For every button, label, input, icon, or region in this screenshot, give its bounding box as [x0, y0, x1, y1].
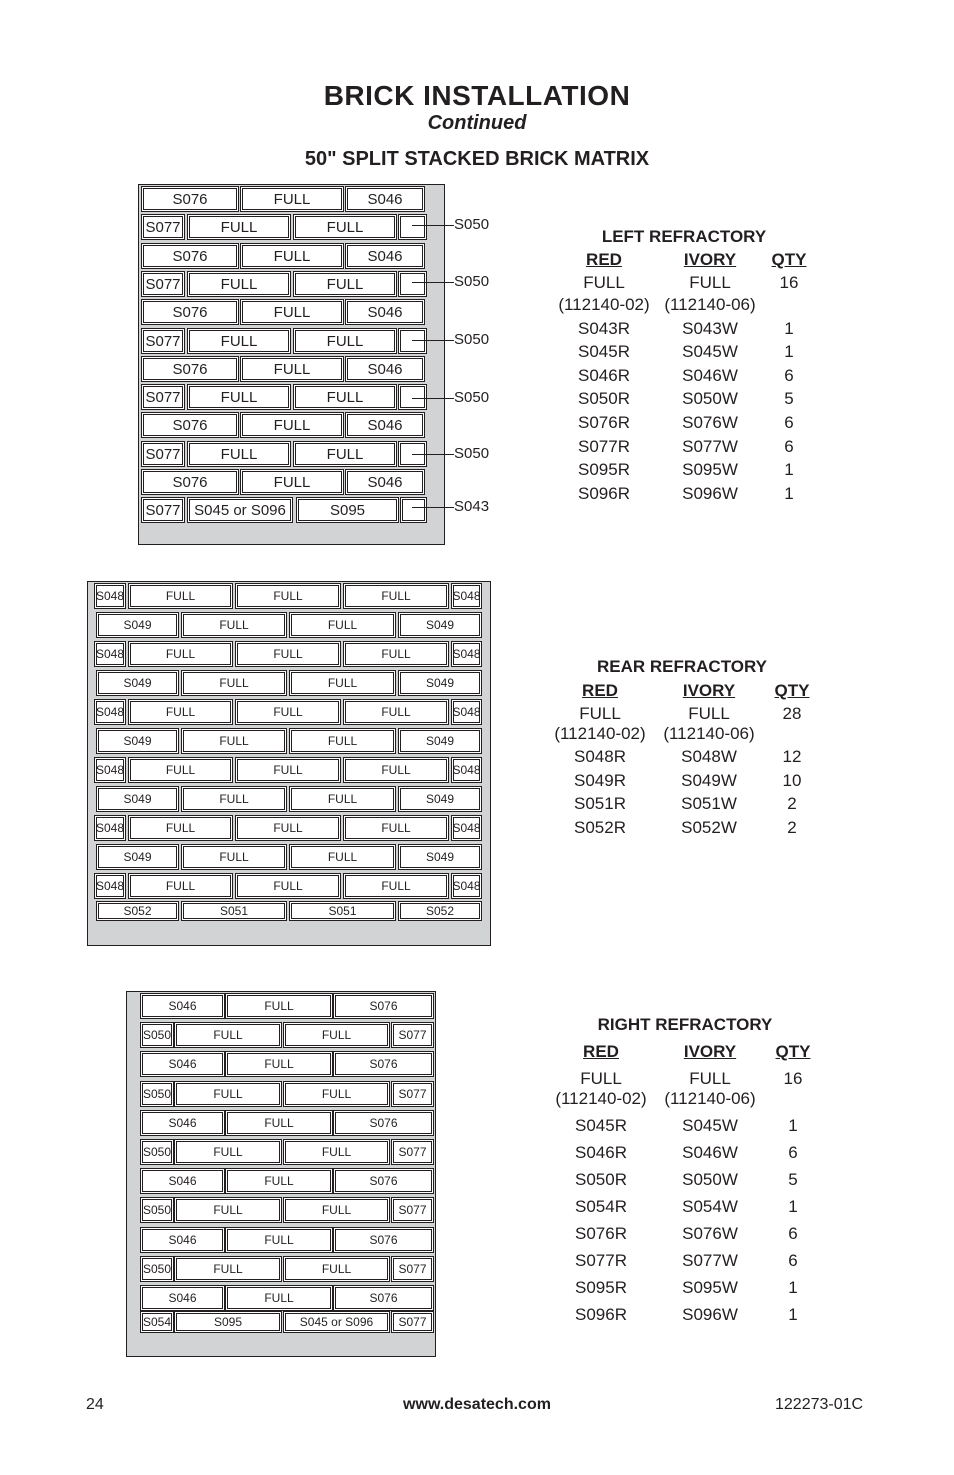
table-cell: S095W	[682, 1278, 738, 1297]
brick: S051	[181, 901, 287, 921]
table-cell: 12	[782, 747, 802, 766]
table-cell: S049R	[574, 771, 626, 790]
brick: S046	[345, 186, 425, 212]
table-cell: S051W	[681, 794, 737, 813]
brick: S076	[141, 412, 239, 438]
brick: S095	[296, 497, 399, 523]
brick: S077	[141, 328, 185, 354]
table-cell: S048W	[681, 747, 737, 766]
brick: S049	[96, 612, 179, 638]
table-cell: S046R	[575, 1143, 627, 1162]
table-cell: S077W	[682, 437, 738, 456]
table-cell: 10	[782, 771, 802, 790]
brick: S046	[140, 1168, 225, 1194]
brick: S045 or S096	[283, 1311, 390, 1333]
table-cell: S050W	[682, 389, 738, 408]
brick	[400, 497, 427, 523]
table-cell: (112140-06)	[664, 1089, 756, 1108]
brick: FULL	[181, 844, 287, 870]
brick: S050	[140, 1197, 174, 1223]
brick: FULL	[225, 1285, 333, 1311]
table-cell: S096R	[578, 484, 630, 503]
callout-line	[412, 340, 454, 341]
brick: S051	[289, 901, 396, 921]
brick: FULL	[293, 328, 397, 354]
brick: FULL	[235, 757, 341, 783]
table-header: QTY	[775, 1042, 811, 1061]
table-cell: S045R	[575, 1116, 627, 1135]
brick: FULL	[128, 583, 233, 609]
brick: FULL	[235, 699, 341, 725]
table-cell: FULL	[689, 273, 731, 292]
brick: FULL	[289, 612, 396, 638]
brick: FULL	[343, 583, 449, 609]
brick: FULL	[283, 1197, 390, 1223]
callout-line	[412, 398, 454, 399]
brick: S050	[140, 1139, 174, 1165]
brick: FULL	[225, 993, 333, 1019]
table-cell: (112140-02)	[555, 1089, 647, 1108]
callout-line	[412, 507, 454, 508]
table-cell: S077R	[578, 437, 630, 456]
brick: S076	[141, 186, 239, 212]
brick: S049	[398, 670, 482, 696]
brick: S049	[398, 844, 482, 870]
brick: S052	[398, 901, 482, 921]
right-brick-matrix	[126, 991, 436, 1357]
table-cell: FULL	[580, 1069, 622, 1088]
rear-brick-matrix	[87, 581, 491, 946]
table-cell: S077R	[575, 1251, 627, 1270]
callout-label: S050	[454, 331, 490, 348]
table-cell: S050R	[575, 1170, 627, 1189]
brick: S076	[333, 1285, 434, 1311]
table-title: RIGHT REFRACTORY	[597, 1015, 773, 1034]
table-header: QTY	[771, 250, 807, 269]
callout-line	[412, 225, 454, 226]
table-cell: 6	[788, 1143, 798, 1162]
brick	[398, 328, 427, 354]
brick: S077	[391, 1256, 434, 1282]
brick: FULL	[293, 441, 397, 467]
brick: S095	[174, 1311, 282, 1333]
table-cell: 6	[788, 1224, 798, 1243]
brick: S077	[391, 1081, 434, 1107]
brick: FULL	[225, 1168, 333, 1194]
brick: FULL	[225, 1110, 333, 1136]
table-cell: 1	[784, 460, 794, 479]
brick: S076	[333, 1110, 434, 1136]
table-cell: S046W	[682, 1143, 738, 1162]
brick: FULL	[128, 699, 233, 725]
callout-line	[412, 282, 454, 283]
brick: FULL	[187, 384, 291, 410]
table-cell: S076R	[575, 1224, 627, 1243]
table-cell: 1	[784, 484, 794, 503]
brick: FULL	[128, 641, 233, 667]
brick: S048	[94, 757, 126, 783]
table-cell: 6	[784, 437, 794, 456]
brick: FULL	[187, 214, 291, 240]
brick: S077	[141, 271, 185, 297]
brick: S046	[140, 1227, 225, 1253]
brick: S076	[141, 299, 239, 325]
table-cell: S096R	[575, 1305, 627, 1324]
table-cell: FULL	[579, 704, 621, 723]
brick	[398, 214, 427, 240]
brick: S048	[94, 583, 126, 609]
brick: S046	[345, 356, 425, 382]
brick	[398, 384, 427, 410]
brick: S077	[141, 497, 185, 523]
brick: FULL	[235, 583, 341, 609]
brick: S077	[391, 1311, 434, 1333]
callout-label: S050	[454, 389, 490, 406]
table-header: IVORY	[682, 681, 736, 700]
brick: S077	[391, 1197, 434, 1223]
brick: S048	[94, 641, 126, 667]
table-cell: S076W	[682, 1224, 738, 1243]
brick: FULL	[174, 1197, 282, 1223]
brick: FULL	[293, 384, 397, 410]
brick: S046	[345, 243, 425, 269]
brick: S049	[398, 786, 482, 812]
table-cell: (112140-02)	[558, 295, 650, 314]
brick: FULL	[240, 186, 344, 212]
table-cell: (112140-06)	[663, 724, 755, 743]
table-cell: S095R	[578, 460, 630, 479]
brick: FULL	[235, 815, 341, 841]
brick: FULL	[181, 670, 287, 696]
table-cell: FULL	[583, 273, 625, 292]
brick: FULL	[283, 1022, 390, 1048]
brick: S076	[333, 993, 434, 1019]
table-cell: (112140-02)	[554, 724, 646, 743]
table-cell: FULL	[689, 1069, 731, 1088]
callout-line	[412, 454, 454, 455]
table-cell: S050R	[578, 389, 630, 408]
table-cell: S077W	[682, 1251, 738, 1270]
table-cell: 28	[782, 704, 802, 723]
left-brick-matrix	[138, 184, 445, 545]
table-cell: S045W	[682, 1116, 738, 1135]
table-cell: S045R	[578, 342, 630, 361]
table-cell: 1	[788, 1116, 798, 1135]
brick: FULL	[289, 786, 396, 812]
brick: FULL	[343, 815, 449, 841]
table-title: LEFT REFRACTORY	[601, 227, 767, 246]
brick: S050	[140, 1256, 174, 1282]
brick: S049	[96, 728, 179, 754]
brick: FULL	[225, 1051, 333, 1077]
table-cell: 1	[788, 1278, 798, 1297]
table-cell: S096W	[682, 1305, 738, 1324]
table-cell: 16	[783, 1069, 803, 1088]
brick: S050	[140, 1081, 174, 1107]
table-cell: 5	[788, 1170, 798, 1189]
table-header: IVORY	[683, 1042, 737, 1061]
brick: FULL	[293, 214, 397, 240]
callout-label: S050	[454, 445, 490, 462]
brick: FULL	[174, 1081, 282, 1107]
table-header: RED	[586, 250, 622, 269]
brick: FULL	[283, 1256, 390, 1282]
brick: FULL	[174, 1139, 282, 1165]
brick: FULL	[283, 1139, 390, 1165]
brick: FULL	[343, 699, 449, 725]
table-cell: S095R	[575, 1278, 627, 1297]
brick: S048	[451, 641, 482, 667]
brick: S077	[141, 441, 185, 467]
table-cell: (112140-06)	[664, 295, 756, 314]
brick: FULL	[240, 299, 344, 325]
table-cell: 1	[784, 319, 794, 338]
table-cell: S054W	[682, 1197, 738, 1216]
table-cell: S048R	[574, 747, 626, 766]
brick: S048	[451, 699, 482, 725]
brick	[398, 271, 427, 297]
brick: S076	[333, 1227, 434, 1253]
table-cell: S050W	[682, 1170, 738, 1189]
brick: S049	[398, 728, 482, 754]
website-link[interactable]: www.desatech.com	[403, 1396, 551, 1413]
page-number: 24	[86, 1396, 104, 1413]
brick: S046	[140, 1285, 225, 1311]
table-cell: 6	[784, 366, 794, 385]
brick: FULL	[181, 728, 287, 754]
table-cell: S095W	[682, 460, 738, 479]
brick: S046	[140, 1051, 225, 1077]
table-header: RED	[582, 681, 618, 700]
table-cell: S043R	[578, 319, 630, 338]
brick: S077	[391, 1139, 434, 1165]
brick: FULL	[289, 844, 396, 870]
callout-label: S050	[454, 273, 490, 290]
table-cell: S045W	[682, 342, 738, 361]
brick: FULL	[343, 641, 449, 667]
brick: FULL	[174, 1022, 282, 1048]
table-title: REAR REFRACTORY	[596, 657, 767, 676]
brick: S048	[451, 873, 482, 899]
table-cell: 5	[784, 389, 794, 408]
brick: FULL	[181, 786, 287, 812]
table-cell: 6	[788, 1251, 798, 1270]
table-cell: S049W	[681, 771, 737, 790]
brick: S048	[451, 757, 482, 783]
document-number: 122273-01C	[775, 1396, 864, 1413]
callout-label: S043	[454, 498, 490, 515]
brick: FULL	[181, 612, 287, 638]
matrix-title: 50" SPLIT STACKED BRICK MATRIX	[304, 148, 650, 170]
brick: FULL	[128, 815, 233, 841]
table-cell: 16	[779, 273, 799, 292]
brick: S054	[140, 1311, 174, 1333]
brick: S046	[345, 469, 425, 495]
brick: S048	[451, 815, 482, 841]
brick: FULL	[240, 243, 344, 269]
brick: S052	[96, 901, 179, 921]
brick: S077	[141, 214, 185, 240]
brick: S049	[96, 786, 179, 812]
brick: S077	[391, 1022, 434, 1048]
brick: S076	[333, 1051, 434, 1077]
brick: FULL	[343, 873, 449, 899]
brick: S048	[94, 699, 126, 725]
table-cell: S076W	[682, 413, 738, 432]
callout-label: S050	[454, 216, 490, 233]
brick: FULL	[187, 441, 291, 467]
table-cell: 2	[787, 794, 797, 813]
brick: FULL	[343, 757, 449, 783]
brick: FULL	[187, 328, 291, 354]
brick: FULL	[128, 873, 233, 899]
brick: FULL	[240, 412, 344, 438]
brick: S046	[345, 299, 425, 325]
brick: FULL	[240, 356, 344, 382]
table-cell: S051R	[574, 794, 626, 813]
brick: S046	[345, 412, 425, 438]
page-title: BRICK INSTALLATION	[323, 80, 631, 111]
brick: S076	[141, 469, 239, 495]
brick: S048	[451, 583, 482, 609]
brick: FULL	[174, 1256, 282, 1282]
table-cell: 1	[784, 342, 794, 361]
brick: S048	[94, 815, 126, 841]
brick: FULL	[128, 757, 233, 783]
table-cell: S043W	[682, 319, 738, 338]
table-header: QTY	[774, 681, 810, 700]
brick: FULL	[235, 873, 341, 899]
brick: FULL	[289, 728, 396, 754]
brick: FULL	[240, 469, 344, 495]
table-cell: S076R	[578, 413, 630, 432]
brick: FULL	[235, 641, 341, 667]
table-cell: FULL	[688, 704, 730, 723]
table-cell: S096W	[682, 484, 738, 503]
brick: S049	[96, 844, 179, 870]
brick: FULL	[225, 1227, 333, 1253]
table-cell: 6	[784, 413, 794, 432]
brick: S076	[141, 243, 239, 269]
brick: S046	[140, 993, 225, 1019]
brick: S076	[333, 1168, 434, 1194]
brick: FULL	[187, 271, 291, 297]
brick: FULL	[283, 1081, 390, 1107]
brick: S050	[140, 1022, 174, 1048]
brick: S076	[141, 356, 239, 382]
brick: S048	[94, 873, 126, 899]
brick: FULL	[293, 271, 397, 297]
brick: S077	[141, 384, 185, 410]
brick: S045 or S096	[187, 497, 293, 523]
brick: FULL	[289, 670, 396, 696]
table-header: IVORY	[683, 250, 737, 269]
table-cell: S046W	[682, 366, 738, 385]
brick: S049	[96, 670, 179, 696]
table-cell: S052R	[574, 818, 626, 837]
table-header: RED	[583, 1042, 619, 1061]
table-cell: 2	[787, 818, 797, 837]
table-cell: S052W	[681, 818, 737, 837]
brick: S049	[398, 612, 482, 638]
table-cell: 1	[788, 1197, 798, 1216]
table-cell: 1	[788, 1305, 798, 1324]
table-cell: S054R	[575, 1197, 627, 1216]
page-subtitle: Continued	[427, 112, 527, 134]
brick: S046	[140, 1110, 225, 1136]
table-cell: S046R	[578, 366, 630, 385]
